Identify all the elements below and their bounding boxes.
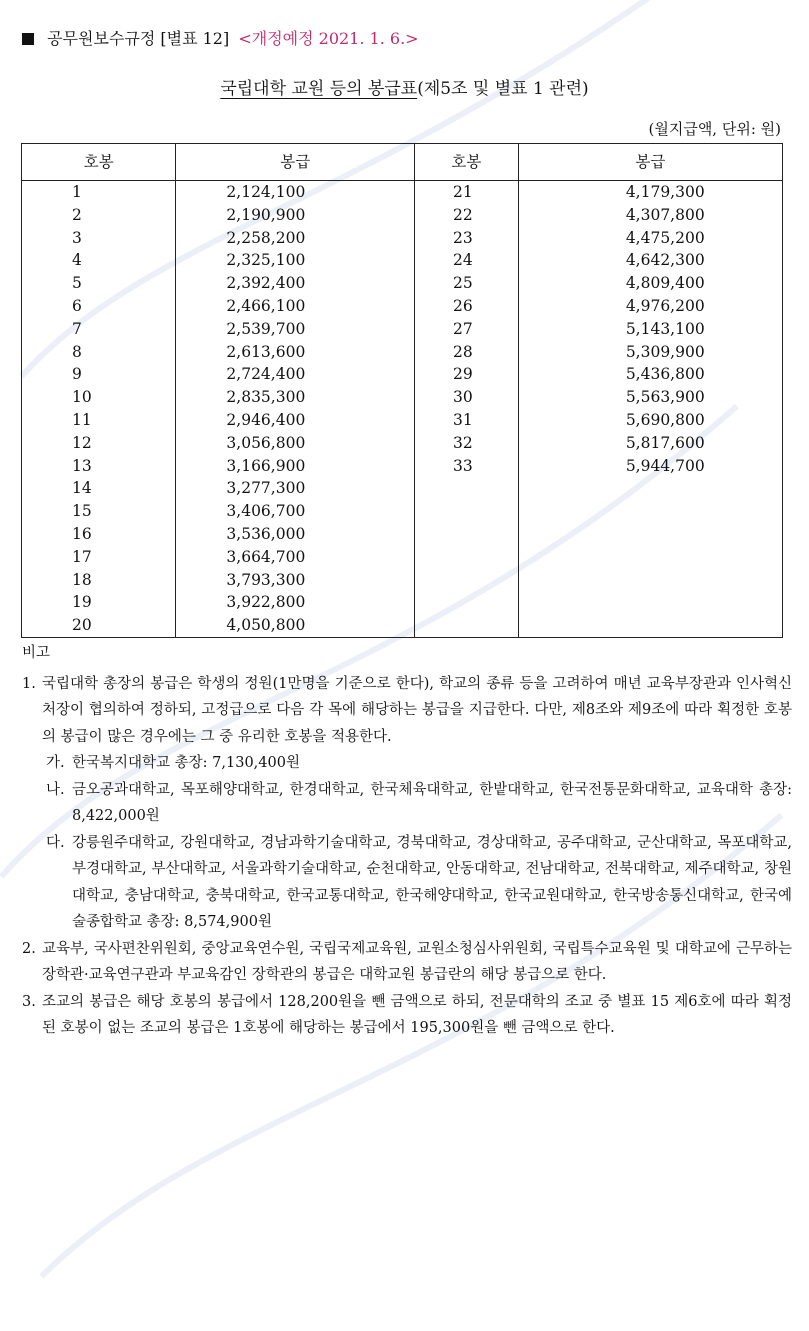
salary-cell: 2,539,700 bbox=[176, 318, 415, 341]
grade-cell: 9 bbox=[22, 363, 176, 386]
salary-cell: 5,817,600 bbox=[518, 432, 782, 455]
grade-cell: 25 bbox=[414, 272, 518, 295]
grade-cell: 12 bbox=[22, 432, 176, 455]
salary-cell: 4,307,800 bbox=[518, 204, 782, 227]
table-row bbox=[22, 181, 783, 204]
salary-cell: 2,466,100 bbox=[176, 295, 415, 318]
grade-cell bbox=[414, 591, 518, 614]
table-row bbox=[22, 409, 783, 432]
grade-cell: 3 bbox=[22, 227, 176, 250]
remark-text: 국립대학 총장의 봉급은 학생의 정원(1만명을 기준으로 한다), 학교의 종류 등을 고려하여 매년 교육부장관과 인사혁신처장이 협의하여 정하되, 고정급으로 다음 각 목에 해당하는 봉급을 지급한다. 다만, 제8조와 제9조에 따라 획정한 호봉의 봉급이 많은 경우에는 그 중 유리한 호봉을 적용한다. bbox=[42, 675, 792, 745]
grade-cell: 23 bbox=[414, 227, 518, 250]
table-row bbox=[22, 591, 783, 614]
salary-cell: 2,124,100 bbox=[176, 181, 415, 204]
grade-cell: 29 bbox=[414, 363, 518, 386]
grade-cell bbox=[414, 569, 518, 592]
column-header-salary-1: 봉급 bbox=[176, 144, 415, 181]
grade-cell: 6 bbox=[22, 295, 176, 318]
remark-item-3 bbox=[22, 989, 792, 1042]
grade-cell: 24 bbox=[414, 249, 518, 272]
salary-cell: 2,613,600 bbox=[176, 341, 415, 364]
salary-cell: 2,325,100 bbox=[176, 249, 415, 272]
grade-cell: 14 bbox=[22, 477, 176, 500]
salary-cell: 3,277,300 bbox=[176, 477, 415, 500]
table-row bbox=[22, 227, 783, 250]
square-bullet-icon bbox=[22, 33, 34, 45]
table-row bbox=[22, 546, 783, 569]
salary-cell bbox=[518, 614, 782, 637]
grade-cell: 5 bbox=[22, 272, 176, 295]
grade-cell: 22 bbox=[414, 204, 518, 227]
salary-cell bbox=[518, 477, 782, 500]
remark-text: 조교의 봉급은 해당 호봉의 봉급에서 128,200원을 뺀 금액으로 하되, 전문대학의 조교 중 별표 15 제6호에 따라 획정된 호봉이 없는 조교의 봉급은 1호봉에 해당하는 봉급에서 195,300원을 뺀 금액으로 한다. bbox=[42, 993, 792, 1036]
salary-cell: 2,392,400 bbox=[176, 272, 415, 295]
salary-cell: 3,536,000 bbox=[176, 523, 415, 546]
grade-cell: 21 bbox=[414, 181, 518, 204]
salary-cell: 2,190,900 bbox=[176, 204, 415, 227]
salary-cell: 3,406,700 bbox=[176, 500, 415, 523]
subitem-text: 금오공과대학교, 목포해양대학교, 한경대학교, 한국체육대학교, 한밭대학교, 한국전통문화대학교, 교육대학 총장: 8,422,000원 bbox=[72, 781, 792, 824]
salary-cell: 3,056,800 bbox=[176, 432, 415, 455]
grade-cell: 2 bbox=[22, 204, 176, 227]
grade-cell: 10 bbox=[22, 386, 176, 409]
salary-cell: 2,724,400 bbox=[176, 363, 415, 386]
grade-cell bbox=[414, 477, 518, 500]
remark-item-2 bbox=[22, 936, 792, 989]
column-header-grade-2: 호봉 bbox=[414, 144, 518, 181]
remark-number: 2. bbox=[22, 940, 36, 957]
salary-cell: 5,563,900 bbox=[518, 386, 782, 409]
salary-cell: 3,166,900 bbox=[176, 455, 415, 478]
grade-cell: 18 bbox=[22, 569, 176, 592]
table-row bbox=[22, 363, 783, 386]
remarks-section bbox=[22, 640, 792, 1042]
grade-cell: 1 bbox=[22, 181, 176, 204]
unit-note: (월지급액, 단위: 원) bbox=[648, 120, 781, 138]
salary-cell: 4,179,300 bbox=[518, 181, 782, 204]
table-reference: [별표 12] bbox=[160, 29, 230, 48]
table-row bbox=[22, 569, 783, 592]
salary-cell: 4,050,800 bbox=[176, 614, 415, 637]
salary-cell: 5,309,900 bbox=[518, 341, 782, 364]
remark-number: 3. bbox=[22, 993, 36, 1010]
salary-cell bbox=[518, 591, 782, 614]
grade-cell: 4 bbox=[22, 249, 176, 272]
remark-text: 교육부, 국사편찬위원회, 중앙교육연수원, 국립국제교육원, 교원소청심사위원회, 국립특수교육원 및 대학교에 근무하는 장학관·교육연구관과 부교육감인 장학관의 봉급은 대학교원 봉급란의 해당 봉급으로 한다. bbox=[42, 940, 792, 983]
subitem-number: 나. bbox=[46, 781, 65, 798]
grade-cell: 33 bbox=[414, 455, 518, 478]
salary-cell: 4,976,200 bbox=[518, 295, 782, 318]
grade-cell bbox=[414, 500, 518, 523]
grade-cell: 7 bbox=[22, 318, 176, 341]
salary-cell: 3,664,700 bbox=[176, 546, 415, 569]
table-row bbox=[22, 477, 783, 500]
salary-cell: 3,922,800 bbox=[176, 591, 415, 614]
salary-cell: 2,258,200 bbox=[176, 227, 415, 250]
table-row bbox=[22, 272, 783, 295]
table-row bbox=[22, 432, 783, 455]
regulation-header bbox=[22, 26, 419, 49]
table-row bbox=[22, 318, 783, 341]
grade-cell: 20 bbox=[22, 614, 176, 637]
grade-cell: 30 bbox=[414, 386, 518, 409]
grade-cell: 17 bbox=[22, 546, 176, 569]
table-header-row bbox=[22, 144, 783, 181]
table-row bbox=[22, 249, 783, 272]
regulation-name: 공무원보수규정 bbox=[47, 29, 156, 48]
table-row bbox=[22, 500, 783, 523]
grade-cell: 27 bbox=[414, 318, 518, 341]
remark-subitem-na bbox=[22, 777, 792, 830]
remark-number: 1. bbox=[22, 675, 36, 692]
grade-cell: 32 bbox=[414, 432, 518, 455]
table-row bbox=[22, 614, 783, 637]
column-header-salary-2: 봉급 bbox=[518, 144, 782, 181]
table-row bbox=[22, 455, 783, 478]
salary-cell: 4,809,400 bbox=[518, 272, 782, 295]
revision-note: <개정예정 2021. 1. 6.> bbox=[238, 29, 419, 48]
document-title bbox=[0, 74, 809, 99]
remark-subitem-ga bbox=[22, 750, 792, 777]
grade-cell: 16 bbox=[22, 523, 176, 546]
subitem-number: 가. bbox=[46, 755, 65, 771]
grade-cell: 28 bbox=[414, 341, 518, 364]
table-row bbox=[22, 204, 783, 227]
salary-cell: 4,475,200 bbox=[518, 227, 782, 250]
salary-cell bbox=[518, 569, 782, 592]
salary-cell: 5,690,800 bbox=[518, 409, 782, 432]
table-row bbox=[22, 295, 783, 318]
salary-cell: 2,946,400 bbox=[176, 409, 415, 432]
salary-cell: 2,835,300 bbox=[176, 386, 415, 409]
salary-cell bbox=[518, 523, 782, 546]
table-body bbox=[22, 181, 783, 638]
grade-cell: 19 bbox=[22, 591, 176, 614]
grade-cell: 13 bbox=[22, 455, 176, 478]
title-main: 국립대학 교원 등의 봉급표 bbox=[220, 79, 418, 99]
salary-cell: 5,143,100 bbox=[518, 318, 782, 341]
grade-cell bbox=[414, 614, 518, 637]
subitem-text: 강릉원주대학교, 강원대학교, 경남과학기술대학교, 경북대학교, 경상대학교, 공주대학교, 군산대학교, 목포대학교, 부경대학교, 부산대학교, 서울과학기술대학교, 순천대학교, 안동대학교, 전남대학교, 전북대학교, 제주대학교, 창원대학교, 충남대학교, 충북대학교, 한국교통대학교, 한국해양대학교, 한국교원대학교, 한국방송통신대학교, 한국예술종합학교 총장: 8,574,900원 bbox=[72, 834, 792, 930]
remarks-label: 비고 bbox=[22, 645, 51, 661]
title-suffix: (제5조 및 별표 1 관련) bbox=[417, 79, 589, 99]
column-header-grade-1: 호봉 bbox=[22, 144, 176, 181]
grade-cell bbox=[414, 523, 518, 546]
salary-cell: 5,944,700 bbox=[518, 455, 782, 478]
remark-subitem-da bbox=[22, 830, 792, 936]
grade-cell: 15 bbox=[22, 500, 176, 523]
grade-cell: 26 bbox=[414, 295, 518, 318]
salary-cell bbox=[518, 546, 782, 569]
salary-cell: 5,436,800 bbox=[518, 363, 782, 386]
table-row bbox=[22, 386, 783, 409]
grade-cell: 8 bbox=[22, 341, 176, 364]
remark-item-1 bbox=[22, 671, 792, 751]
table-row bbox=[22, 523, 783, 546]
salary-cell: 3,793,300 bbox=[176, 569, 415, 592]
table-row bbox=[22, 341, 783, 364]
salary-cell: 4,642,300 bbox=[518, 249, 782, 272]
salary-table bbox=[21, 143, 783, 638]
subitem-number: 다. bbox=[46, 834, 65, 851]
grade-cell: 11 bbox=[22, 409, 176, 432]
grade-cell bbox=[414, 546, 518, 569]
grade-cell: 31 bbox=[414, 409, 518, 432]
subitem-text: 한국복지대학교 총장: 7,130,400원 bbox=[72, 755, 300, 771]
salary-cell bbox=[518, 500, 782, 523]
